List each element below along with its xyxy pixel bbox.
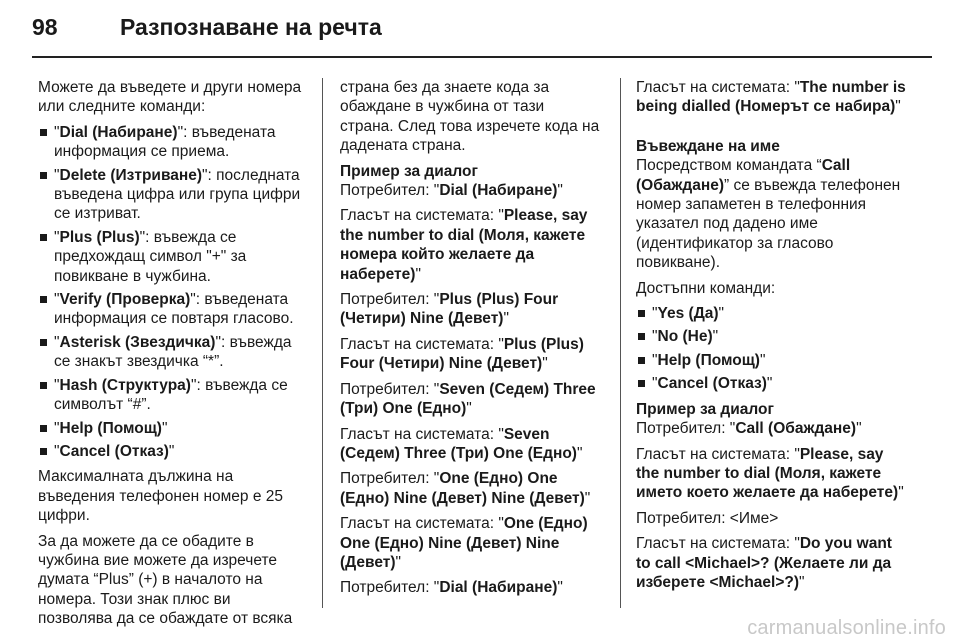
available-commands-text: Достъпни команди: [636, 279, 776, 297]
dialog-line: Потребител: "One (Едно) One (Едно) Nine (Девет) Nine (Девет)" [340, 470, 591, 507]
list-item: "No (Не)" [636, 327, 906, 346]
dialog-example-heading: Пример за диалог [636, 400, 774, 418]
dialog-line: Гласът на системата: "Plus (Plus) Four (Четири) Nine (Девет)" [340, 335, 584, 373]
list-item: "Dial (Набиране)": въведената информация се приема. [38, 123, 308, 162]
column-divider [620, 78, 621, 608]
continuation-text: страна без да знаете кода за обаждане в чужбина от тази страна. След това изречете кода на дадената страна. [340, 79, 600, 155]
list-item: "Asterisk (Звездичка)": въвежда се знакът звездичка “*”. [38, 333, 308, 372]
intro-text: Можете да въведете и други номера или следните команди: [38, 79, 302, 116]
list-item: "Plus (Plus)": въвежда се предхождащ символ "+" за повикване в чужбина. [38, 228, 308, 286]
name-entry-heading: Въвеждане на име [636, 137, 780, 155]
page-number: 98 [32, 14, 58, 40]
call-command-text: Посредством командата “Call (Обаждане)” се въвежда телефонен номер запаметен в телефонния указател под дадено име (идентификатор за гласово повикване). [636, 157, 901, 272]
list-item: "Verify (Проверка)": въведената информация се повтаря гласово. [38, 290, 308, 329]
dialog-line: Гласът на системата: "Please, say the number to dial (Моля, кажете името което желаете да наберете)" [636, 445, 904, 502]
watermark: carmanualsonline.info [747, 617, 946, 639]
dialog-line: Гласът на системата: "One (Едно) One (Едно) Nine (Девет) Nine (Девет)" [340, 515, 588, 571]
dialog-line: Потребител: <Име> [636, 509, 779, 527]
max-length-text: Максималната дължина на въведения телефонен номер е 25 цифри. [38, 468, 283, 525]
dialog-line: Потребител: "Call (Обаждане)" [636, 420, 862, 438]
dialog-line: Потребител: "Plus (Plus) Four (Четири) Nine (Девет)" [340, 291, 559, 328]
list-item: "Help (Помощ)" [636, 351, 906, 370]
column-divider [322, 78, 323, 608]
dialog-example-heading: Пример за диалог [340, 162, 478, 180]
column-3 [636, 78, 906, 598]
page-header [32, 14, 382, 54]
list-item: "Delete (Изтриване)": последната въведена цифра или група цифри се изтриват. [38, 166, 308, 224]
list-item: "Hash (Структура)": въвежда се символът “#”. [38, 376, 308, 415]
list-item: "Help (Помощ)" [38, 419, 308, 438]
list-item: "Yes (Да)" [636, 304, 906, 323]
dialog-line: Потребител: "Dial (Набиране)" [340, 182, 563, 200]
list-item: "Cancel (Отказ)" [636, 374, 906, 393]
list-item: "Cancel (Отказ)" [38, 442, 308, 461]
dialing-line: Гласът на системата: "The number is being dialled (Номерът се набира)" [636, 79, 906, 116]
available-command-list [636, 304, 906, 394]
header-rule [32, 56, 932, 58]
command-list [38, 123, 308, 462]
column-1 [38, 78, 308, 635]
international-text: За да можете да се обадите в чужбина вие можете да изречете думата “Plus” (+) в началото на номера. Този знак плюс ви позволява да се обаждате от всяка [38, 532, 293, 628]
dialog-line: Потребител: "Seven (Седем) Three (Три) One (Едно)" [340, 380, 596, 418]
dialog-line: Гласът на системата: "Please, say the number to dial (Моля, кажете номера който желаете да наберете)" [340, 207, 588, 283]
dialog-line: Потребител: "Dial (Набиране)" [340, 579, 563, 597]
dialog-line: Гласът на системата: "Do you want to call <Michael>? (Желаете ли да изберете <Michael>?)" [636, 535, 892, 591]
page-title: Разпознаване на речта [120, 14, 382, 40]
dialog-line: Гласът на системата: "Seven (Седем) Three (Три) One (Едно)" [340, 425, 583, 462]
column-2 [340, 78, 602, 604]
